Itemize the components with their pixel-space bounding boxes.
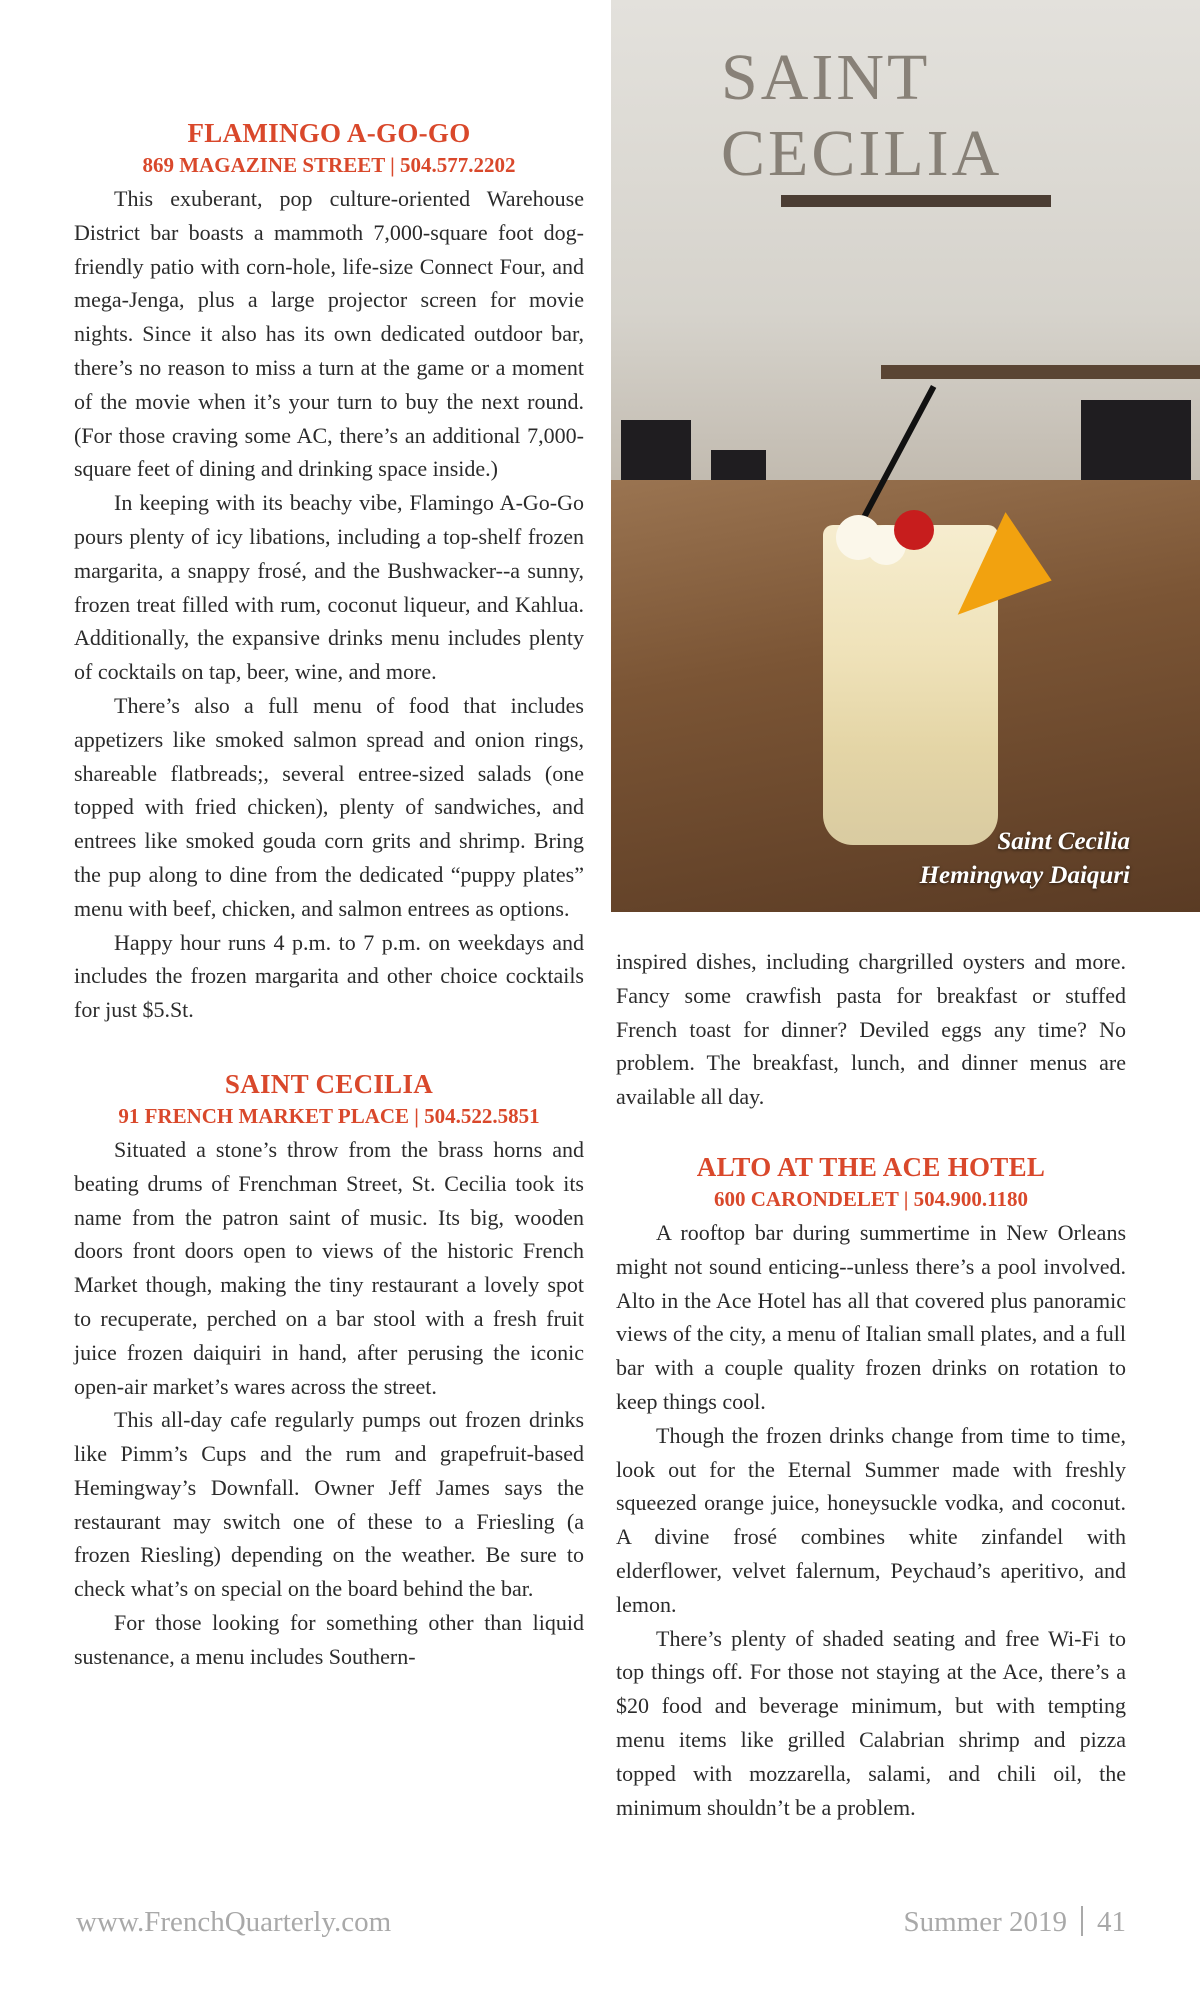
photo-caption-line-2: Hemingway Daiquri [919,862,1130,889]
flamingo-paragraph-2: In keeping with its beachy vibe, Flamingo A-Go-Go pours plenty of icy libations, including a top-shelf frozen margarita, a snappy frosé, and the Bushwacker--a sunny, frozen treat filled with rum, coconut liqueur, and Kahlua. Additionally, the expansive drinks menu includes plenty of cocktails on tap, beer, wine, and more. [74,490,584,685]
saint-cecilia-address: 91 FRENCH MARKET PLACE | 504.522.5851 [118,1103,540,1128]
footer-issue-info [903,1906,1126,1939]
footer-divider [1081,1906,1083,1936]
left-column [74,116,584,1674]
right-column [616,945,1126,1824]
daiquiri-photo [611,0,1200,912]
photo-shelf [781,195,1051,207]
saint-cecilia-paragraph-1: Situated a stone’s throw from the brass horns and beating drums of Frenchman Street, St. Cecilia took its name from the patron saint of music. Its big, wooden doors front doors open to views of the historic French Market though, making the tiny restaurant a lovely spot to recuperate, perched on a bar stool with a fresh fruit juice frozen daiquiri in hand, after perusing the iconic open-air market’s wares across the street. [74,1136,584,1399]
page-number: 41 [1097,1906,1126,1938]
alto-paragraph-3: There’s plenty of shaded seating and free Wi-Fi to top things off. For those not staying at the Ace, there’s a $20 food and beverage minimum, but with tempting menu items like grilled Calabrian shrimp and pizza topped with mozzarella, salami, and chili oil, the minimum shouldn’t be a problem. [616,1625,1126,1820]
footer-website-link[interactable]: www.FrenchQuarterly.com [76,1906,392,1938]
saint-cecilia-heading: SAINT CECILIA [224,1068,434,1099]
flamingo-paragraph-3: There’s also a full menu of food that includes appetizers like smoked salmon spread and onion rings, shareable flatbreads;, several entree-sized salads (one topped with fried chicken), plenty of sandwiches, and entrees like smoked gouda corn grits and shrimp. Bring the pup along to dine from the dedicated “puppy plates” menu with beef, chicken, and salmon entrees as options. [74,692,584,921]
photo-caption-line-1: Saint Cecilia [997,828,1130,855]
section-spacer [616,1114,1126,1150]
flamingo-paragraph-1: This exuberant, pop culture-oriented Warehouse District bar boasts a mammoth 7,000-square foot dog-friendly patio with corn-hole, life-size Connect Four, and mega-Jenga, plus a large projector screen for movie nights. Since it also has its own dedicated outdoor bar, there’s no reason to miss a turn at the game or a moment of the movie when it’s your turn to buy the next round. (For those craving some AC, there’s an additional 7,000-square feet of dining and drinking space inside.) [74,186,584,482]
section-spacer [74,1027,584,1067]
photo-sign-text: SAINT CECILIA [721,41,1003,190]
photo-caption [920,825,1130,893]
flamingo-heading: FLAMINGO A-GO-GO [187,118,471,148]
alto-heading: ALTO AT THE ACE HOTEL [696,1151,1046,1182]
photo-cherry [894,510,934,550]
alto-address: 600 CARONDELET | 504.900.1180 [713,1186,1029,1211]
alto-paragraph-2: Though the frozen drinks change from time to time, look out for the Eternal Summer made with freshly squeezed orange juice, honeysuckle vodka, and coconut. A divine frosé combines white zinfandel with elderflower, velvet falernum, Peychaud’s aperitivo, and lemon. [616,1422,1126,1617]
flamingo-address: 869 MAGAZINE STREET | 504.577.2202 [142,153,516,177]
alto-paragraph-1: A rooftop bar during summertime in New Orleans might not sound enticing--unless there’s a pool involved. Alto in the Ace Hotel has all that covered plus panoramic views of the city, a menu of Italian small plates, and a full bar with a couple quality frozen drinks on rotation to keep things cool. [616,1219,1126,1414]
photo-back-shelf [881,365,1200,379]
saint-cecilia-continuation: inspired dishes, including chargrilled oysters and more. Fancy some crawfish pasta for breakfast or stuffed French toast for dinner? Deviled eggs any time? No problem. The breakfast, lunch, and dinner menus are available all day. [616,949,1126,1110]
footer-issue-label: Summer 2019 [903,1906,1067,1938]
saint-cecilia-paragraph-3: For those looking for something other than liquid sustenance, a menu includes Southern- [74,1610,584,1669]
flamingo-paragraph-4: Happy hour runs 4 p.m. to 7 p.m. on weekdays and includes the frozen margarita and other choice cocktails for just $5.St. [74,929,584,1023]
saint-cecilia-paragraph-2: This all-day cafe regularly pumps out frozen drinks like Pimm’s Cups and the rum and grapefruit-based Hemingway’s Downfall. Owner Jeff James says the restaurant may switch one of these to a Friesling (a frozen Riesling) depending on the weather. Be sure to check what’s on special on the board behind the bar. [74,1407,584,1602]
page-footer [76,1906,1126,1946]
